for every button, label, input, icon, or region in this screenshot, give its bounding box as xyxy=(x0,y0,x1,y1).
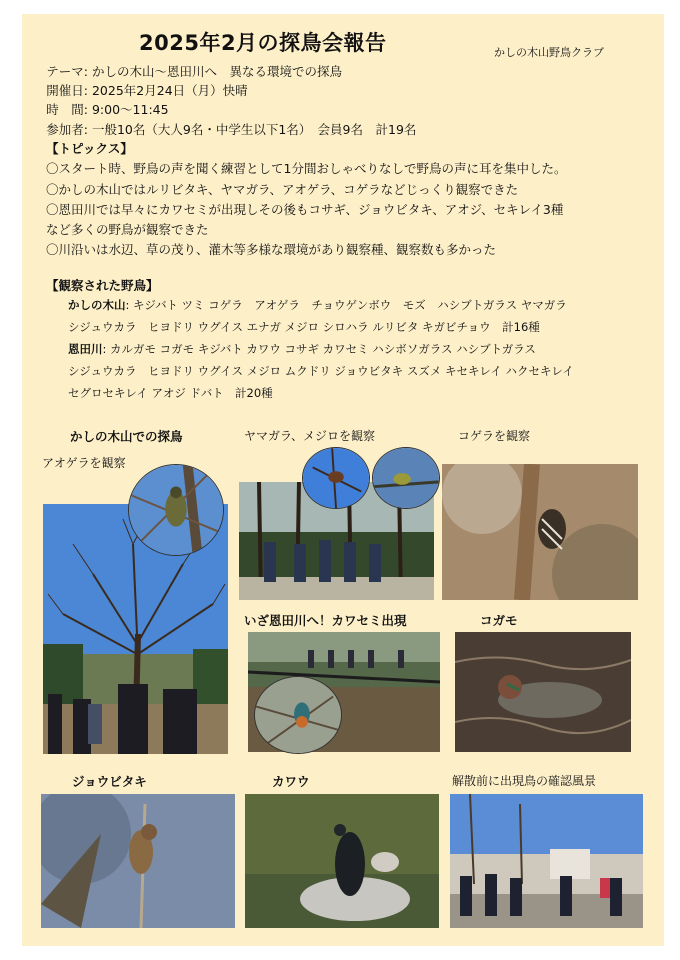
club-name: かしの木山野鳥クラブ xyxy=(494,46,604,59)
photo-kawau xyxy=(245,794,439,928)
info-value: 2025年2月24日（月）快晴 xyxy=(91,83,248,98)
caption-kaisan: 解散前に出現鳥の確認風景 xyxy=(452,774,597,788)
info-theme xyxy=(38,62,342,80)
photo-kogamo xyxy=(455,632,631,752)
photo-yamagara xyxy=(302,447,370,509)
info-participants xyxy=(38,120,416,138)
page-title: 2025年2月の探鳥会報告 xyxy=(139,31,387,55)
kashi-list: : キジバト ツミ コゲラ アオゲラ チョウゲンボウ モズ ハシブトガラス ヤマガラ xyxy=(125,298,567,312)
kashi-birds-line2: シジュウカラ ヒヨドリ ウグイス エナガ メジロ シロハラ ルリビタ キガビチョウ 計16種 xyxy=(68,320,540,334)
report-sheet xyxy=(22,14,664,946)
caption-aogera: アオゲラを観察 xyxy=(42,456,126,470)
topic-line: 〇かしの木山ではルリビタキ、ヤマガラ、アオゲラ、コゲラなどじっくり観察できた xyxy=(46,182,519,197)
topic-line: 〇スタート時、野鳥の声を聞く練習として1分間おしゃべりなしで野鳥の声に耳を集中した。 xyxy=(46,161,567,176)
caption-kogamo: コガモ xyxy=(480,613,518,628)
topic-line: など多くの野鳥が観察できた xyxy=(46,222,209,237)
caption-kogera: コゲラを観察 xyxy=(458,429,531,443)
caption-joubitaki: ジョウビタキ xyxy=(72,774,147,789)
caption-yamagara: ヤマガラ、メジロを観察 xyxy=(244,429,376,443)
info-label: テーマ: xyxy=(46,64,88,79)
observed-heading: 【観察された野鳥】 xyxy=(46,278,159,293)
topic-line: 〇川沿いは水辺、草の茂り、灌木等多様な環境があり観察種、観察数も多かった xyxy=(46,242,497,257)
onda-birds-line2: シジュウカラ ヒヨドリ ウグイス メジロ ムクドリ ジョウビタキ スズメ キセキレイ ハクセキレイ xyxy=(68,364,574,378)
kashi-birds-line1 xyxy=(68,294,567,316)
info-label: 時 間: xyxy=(46,102,88,117)
kashi-label: かしの木山 xyxy=(68,298,126,312)
caption-onda: いざ恩田川へ！カワセミ出現 xyxy=(244,613,407,628)
onda-birds-line3: セグロセキレイ アオジ ドバト 計20種 xyxy=(68,386,273,400)
topic-line: 〇恩田川では早々にカワセミが出現しその後もコサギ、ジョウビタキ、アオジ、セキレイ3種 xyxy=(46,202,564,217)
photo-kawasemi xyxy=(254,676,342,754)
caption-kawau: カワウ xyxy=(272,774,310,789)
onda-list: : カルガモ コガモ キジバト カワウ コサギ カワセミ ハシボソガラス ハシブトガラス xyxy=(102,342,536,356)
info-time xyxy=(38,100,169,118)
info-label: 開催日: xyxy=(46,83,88,98)
onda-birds-line1 xyxy=(68,338,536,360)
onda-label: 恩田川 xyxy=(68,342,103,356)
info-value: かしの木山〜恩田川へ 異なる環境での探鳥 xyxy=(91,64,342,79)
info-date xyxy=(38,81,248,99)
photo-kaisan xyxy=(450,794,643,928)
photo-aogera xyxy=(128,464,224,556)
photo-joubitaki xyxy=(41,794,235,928)
photo-mejiro xyxy=(372,447,440,509)
info-value: 一般10名（大人9名・中学生以下1名） 会員9名 計19名 xyxy=(91,122,417,137)
info-label: 参加者: xyxy=(46,122,88,137)
photo-kogera xyxy=(442,464,638,600)
info-value: 9:00〜11:45 xyxy=(91,102,169,117)
topics-heading: 【トピックス】 xyxy=(46,141,133,156)
caption-kashi-walk: かしの木山での探鳥 xyxy=(70,429,183,444)
